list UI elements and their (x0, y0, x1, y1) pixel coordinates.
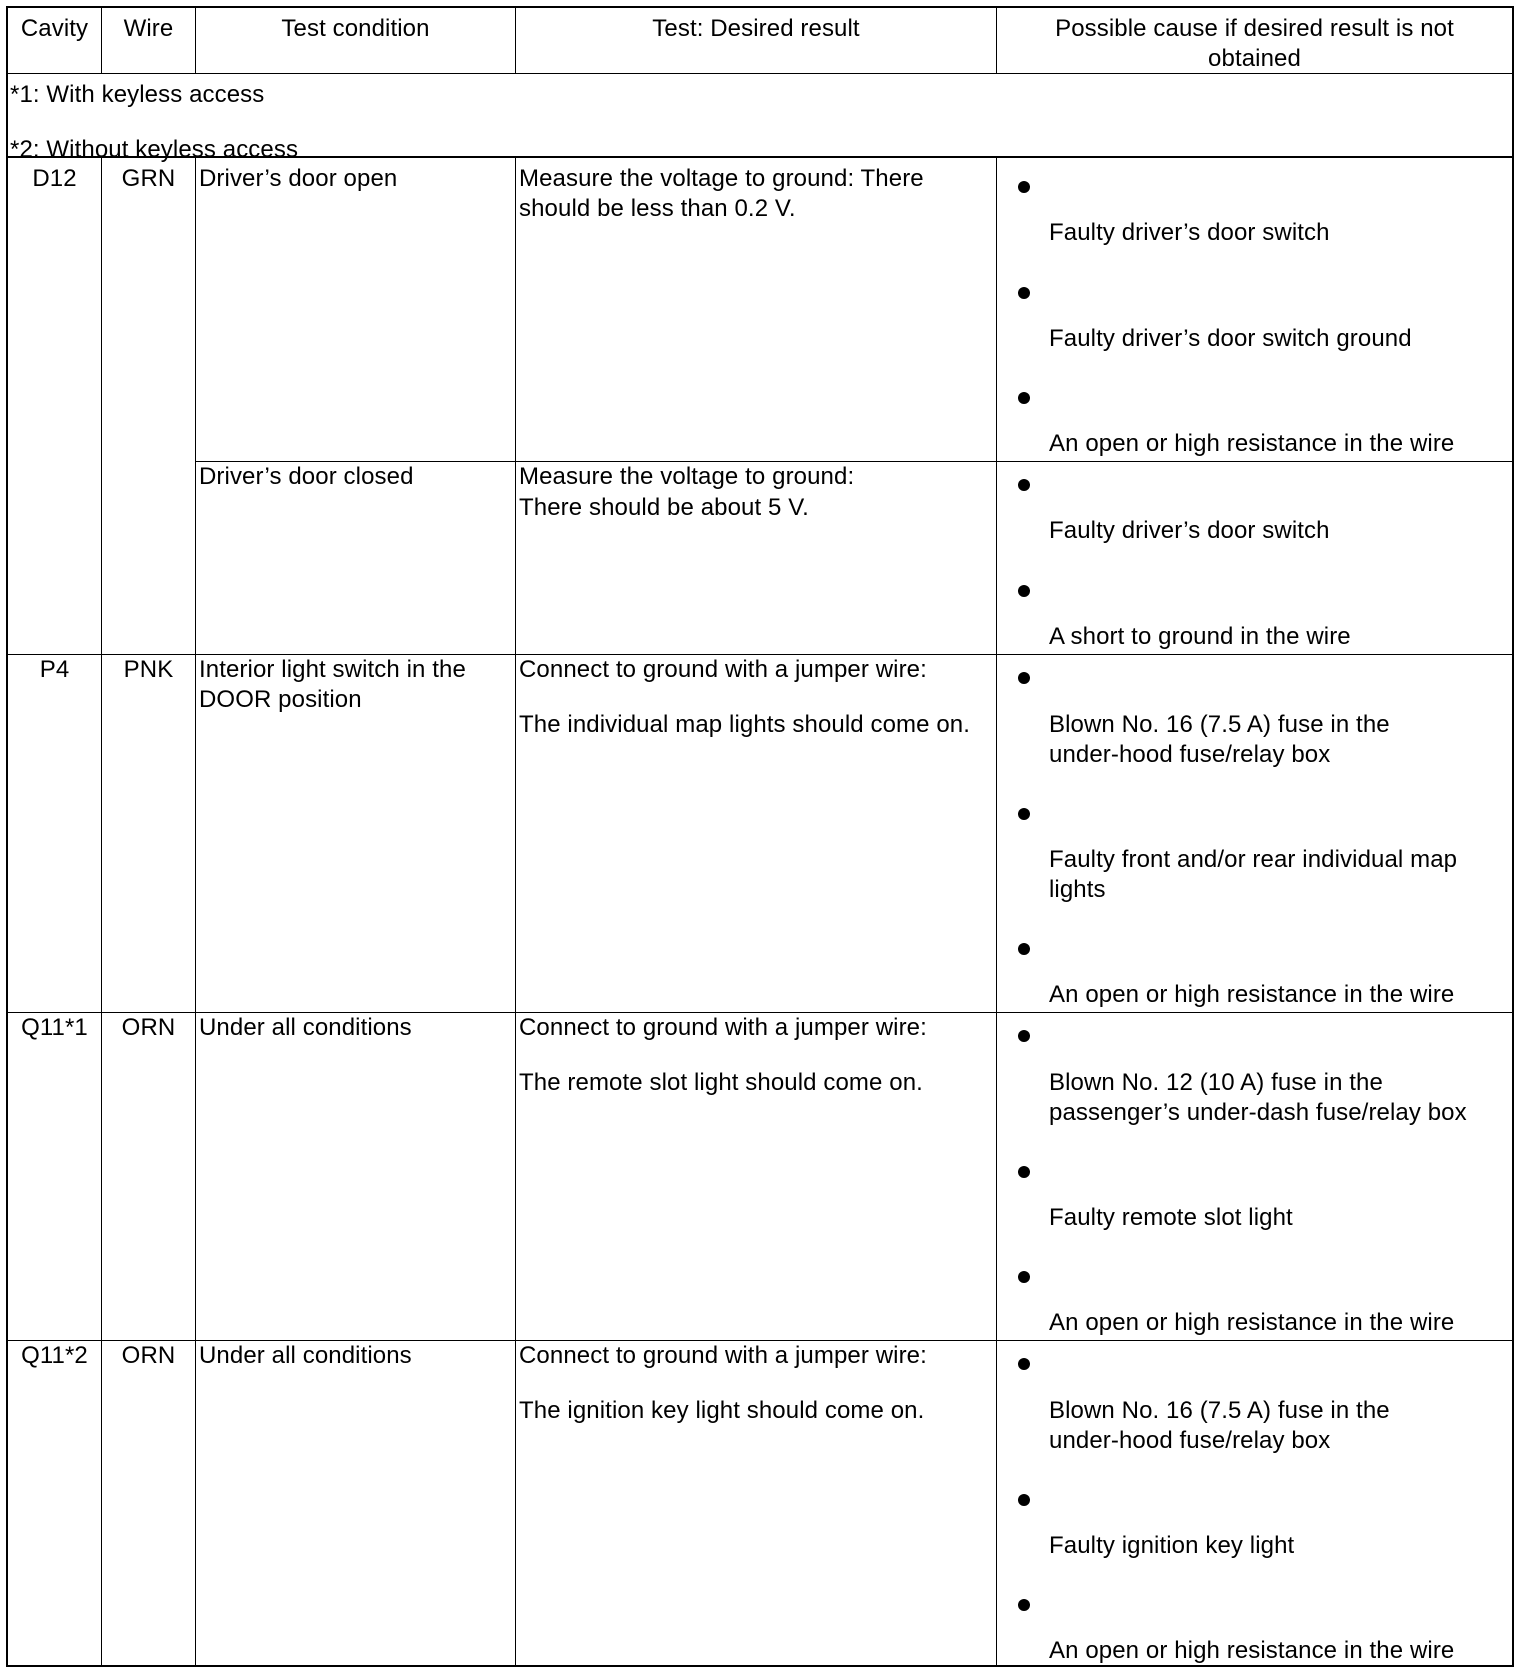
cause-item: An open or high resistance in the wire (1049, 430, 1455, 457)
bullet-icon (1018, 392, 1030, 404)
bullet-icon (1018, 585, 1030, 597)
result-line: Connect to ground with a jumper wire: (519, 1342, 927, 1369)
notes-divider (8, 156, 1512, 158)
cause-item: An open or high resistance in the wire (1049, 1637, 1455, 1664)
cavity-d12: D12 (32, 165, 77, 192)
wire-q11-1: ORN (121, 1014, 176, 1041)
cause-item: Faulty ignition key light (1049, 1532, 1295, 1559)
cause-item: Faulty driver’s door switch (1049, 517, 1330, 544)
cause-item: An open or high resistance in the wire (1049, 1309, 1455, 1336)
bullet-icon (1018, 1494, 1030, 1506)
note-keyless: *1: With keyless access (10, 81, 265, 108)
cause-item: Faulty driver’s door switch (1049, 219, 1330, 246)
note-no-keyless: *2: Without keyless access (10, 136, 299, 163)
cavity-p4: P4 (39, 656, 70, 683)
result-line: Connect to ground with a jumper wire: (519, 1014, 927, 1041)
cause-item: passenger’s under-dash fuse/relay box (1049, 1099, 1467, 1126)
result-line: The individual map lights should come on. (519, 711, 971, 738)
header-test-result: Test: Desired result (652, 15, 860, 42)
bullet-icon (1018, 1030, 1030, 1042)
bullet-icon (1018, 808, 1030, 820)
bullet-icon (1018, 1599, 1030, 1611)
result-line: Measure the voltage to ground: There (519, 165, 924, 192)
column-divider (515, 8, 516, 1665)
cause-item: lights (1049, 876, 1106, 903)
wire-d12: GRN (121, 165, 176, 192)
header-possible-cause-line2: obtained (1208, 45, 1301, 72)
cause-item: Faulty remote slot light (1049, 1204, 1293, 1231)
column-divider (996, 8, 997, 1665)
result-line: There should be about 5 V. (519, 494, 809, 521)
result-line: should be less than 0.2 V. (519, 195, 796, 222)
condition-line: DOOR position (199, 686, 362, 713)
bullet-icon (1018, 287, 1030, 299)
header-wire: Wire (123, 15, 174, 42)
cause-item: Blown No. 16 (7.5 A) fuse in the (1049, 711, 1390, 738)
wire-q11-2: ORN (121, 1342, 176, 1369)
header-cavity: Cavity (20, 15, 89, 42)
result-line: Connect to ground with a jumper wire: (519, 656, 927, 683)
cause-item: Faulty driver’s door switch ground (1049, 325, 1412, 352)
cause-item: Blown No. 12 (10 A) fuse in the (1049, 1069, 1383, 1096)
result-line: Measure the voltage to ground: (519, 463, 855, 490)
result-line: The remote slot light should come on. (519, 1069, 923, 1096)
wire-p4: PNK (123, 656, 174, 683)
condition-door-closed: Driver’s door closed (199, 463, 414, 490)
condition-line: Interior light switch in the (199, 656, 466, 683)
cause-item: An open or high resistance in the wire (1049, 981, 1455, 1008)
bullet-icon (1018, 181, 1030, 193)
column-divider (101, 8, 102, 1665)
notes-band (8, 74, 1512, 163)
condition-line: Under all conditions (199, 1014, 412, 1041)
bullet-icon (1018, 1166, 1030, 1178)
result-line: The ignition key light should come on. (519, 1397, 925, 1424)
cavity-q11-1: Q11*1 (21, 1014, 88, 1041)
condition-door-open: Driver’s door open (199, 165, 398, 192)
condition-line: Under all conditions (199, 1342, 412, 1369)
bullet-icon (1018, 1358, 1030, 1370)
bullet-icon (1018, 1271, 1030, 1283)
cause-item: under-hood fuse/relay box (1049, 1427, 1331, 1454)
bullet-icon (1018, 943, 1030, 955)
cause-item: A short to ground in the wire (1049, 623, 1351, 650)
column-divider (195, 8, 196, 1665)
header-possible-cause-line1: Possible cause if desired result is not (1055, 15, 1454, 42)
cause-item: under-hood fuse/relay box (1049, 741, 1331, 768)
bullet-icon (1018, 672, 1030, 684)
cause-item: Blown No. 16 (7.5 A) fuse in the (1049, 1397, 1390, 1424)
diagnostic-table (6, 6, 1514, 1667)
cavity-q11-2: Q11*2 (21, 1342, 88, 1369)
cause-item: Faulty front and/or rear individual map (1049, 846, 1458, 873)
header-test-condition: Test condition (281, 15, 430, 42)
bullet-icon (1018, 479, 1030, 491)
